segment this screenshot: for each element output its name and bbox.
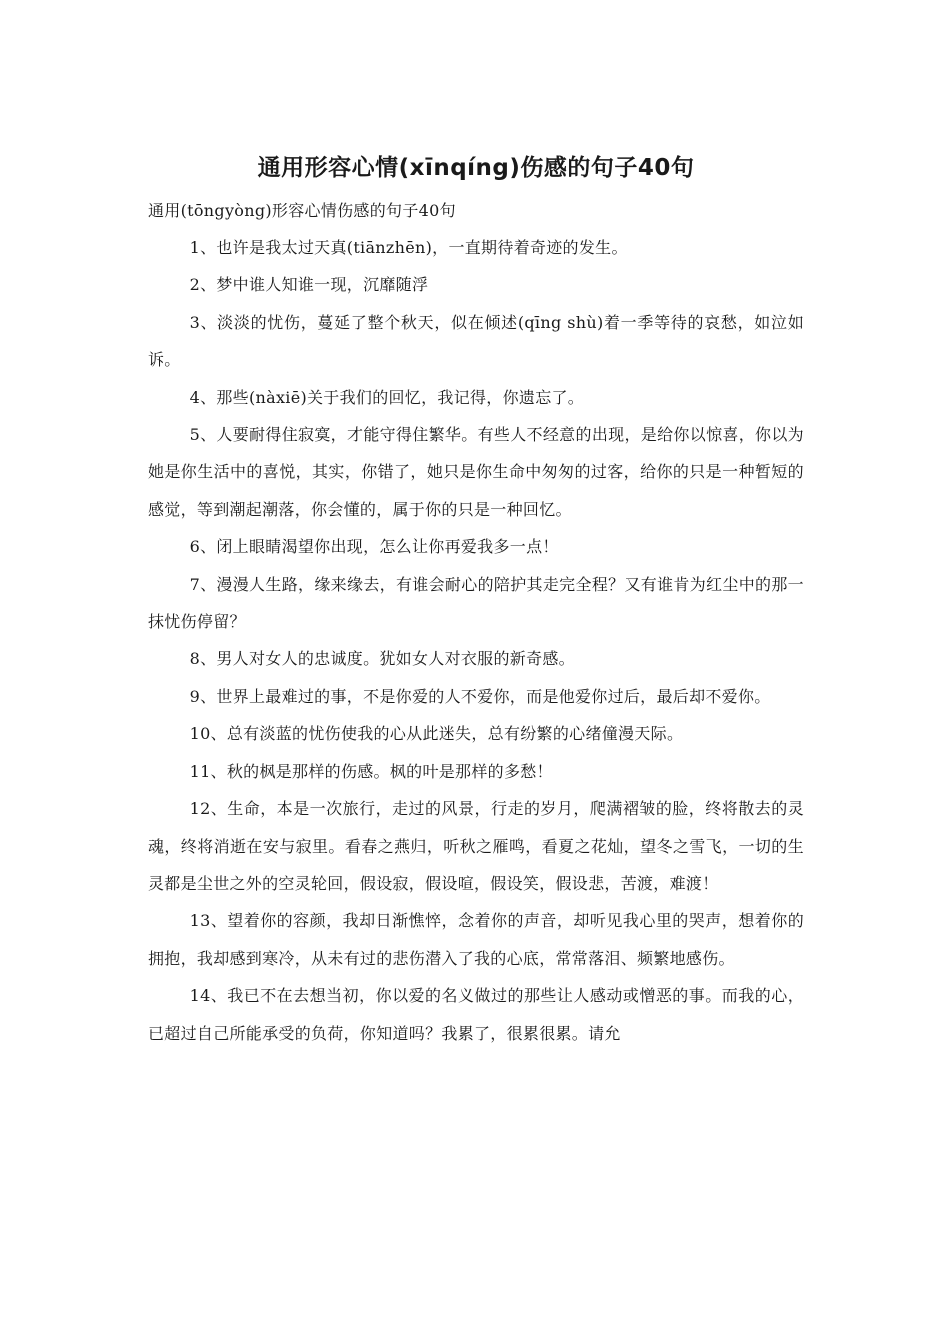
paragraph-8: 8、男人对女人的忠诚度。犹如女人对衣服的新奇感。	[189, 649, 575, 669]
paragraph-6: 6、闭上眼睛渴望你出现，怎么让你再爱我多一点！	[189, 537, 559, 557]
paragraph-11: 11、秋的枫是那样的伤感。枫的叶是那样的多愁！	[189, 761, 553, 781]
paragraph-4: 4、那些(nàxiē)关于我们的回忆，我记得，你遗忘了。	[189, 387, 585, 407]
document-page	[148, 148, 804, 1052]
paragraph-1: 1、也许是我太过天真(tiānzhēn)，一直期待着奇迹的发生。	[189, 238, 628, 257]
paragraph-3: 3、淡淡的忧伤，蔓延了整个秋天，似在倾述(qīng shù)着一季等待的哀愁，如泣如诉。	[148, 312, 804, 370]
paragraph-10: 10、总有淡蓝的忧伤使我的心从此迷失，总有纷繁的心绪僮漫天际。	[189, 724, 684, 744]
paragraph-2: 2、梦中谁人知谁一现，沉靡随浮	[189, 275, 429, 295]
paragraph-13: 13、望着你的容颜，我却日渐憔悴，念着你的声音，却听见我心里的哭声，想着你的拥抱，我却感到寒冷，从未有过的悲伤潜入了我的心底，常常落泪、频繁地感伤。	[148, 911, 804, 968]
paragraph-9: 9、世界上最难过的事，不是你爱的人不爱你，而是他爱你过后，最后却不爱你。	[189, 686, 771, 706]
paragraph-14: 14、我已不在去想当初，你以爱的名义做过的那些让人感动或憎恶的事。而我的心，已超过自己所能承受的负荷，你知道吗？我累了，很累很累。请允	[148, 986, 804, 1043]
document-intro: 通用(tōngyòng)形容心情伤感的句子40句	[148, 201, 456, 220]
document-title: 通用形容心情(xīnqíng)伤感的句子40句	[257, 155, 695, 181]
paragraph-12: 12、生命，本是一次旅行，走过的风景，行走的岁月，爬满褶皱的脸，终将散去的灵魂，终将消逝在安与寂里。看春之燕归，听秋之雁鸣，看夏之花灿，望冬之雪飞，一切的生灵都是尘世之外的空灵轮回，假设寂，假设喧，假设笑，假设悲，苦渡，难渡！	[148, 799, 804, 893]
paragraph-5: 5、人要耐得住寂寞，才能守得住繁华。有些人不经意的出现，是给你以惊喜，你以为她是你生活中的喜悦，其实，你错了，她只是你生命中匆匆的过客，给你的只是一种暂短的感觉，等到潮起潮落，你会懂的，属于你的只是一种回忆。	[148, 425, 804, 519]
paragraph-7: 7、漫漫人生路，缘来缘去，有谁会耐心的陪护其走完全程？又有谁肯为红尘中的那一抹忧伤停留？	[148, 574, 804, 632]
